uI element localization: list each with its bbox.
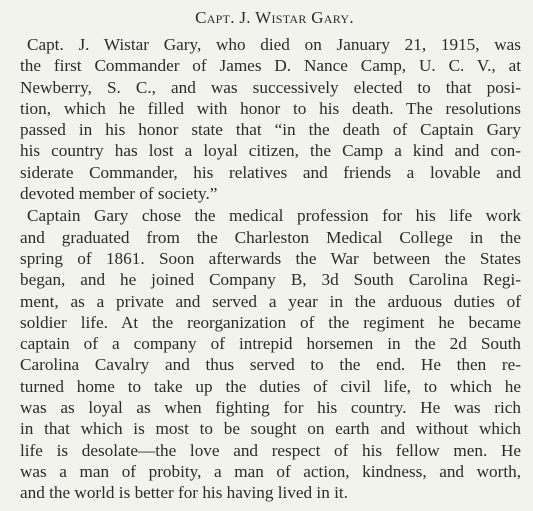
text-line: Captain Gary chose the medical profession for his life work — [27, 206, 521, 226]
article-title: Capt. J. Wistar Gary. — [195, 8, 354, 27]
text-line: Carolina Cavalry and thus served to the end. He then re- — [20, 355, 521, 375]
text-line: his country has lost a loyal citizen, the Camp a kind and con- — [20, 141, 521, 161]
text-line: life is desolate—the love and respect of his fellow men. He — [20, 440, 521, 460]
text-line: was as loyal as when fighting for his country. He was rich — [20, 398, 521, 418]
text-line: Capt. J. Wistar Gary, who died on January 21, 1915, was — [27, 35, 521, 54]
text-line: devoted member of society.” — [20, 184, 218, 204]
text-line: captain of a company of intrepid horsemen in the 2d South — [20, 334, 521, 354]
text-line: the first Commander of James D. Nance Camp, U. C. V., at — [20, 56, 521, 76]
text-line: spring of 1861. Soon afterwards the War between the States — [20, 248, 521, 268]
text-line: Newberry, S. C., and was successively elected to that posi- — [20, 77, 521, 97]
text-line: in that which is most to be sought on earth and without which — [20, 419, 521, 439]
paragraph-1 — [20, 34, 521, 204]
text-line: ment, as a private and served a year in the arduous duties of — [20, 291, 521, 311]
text-line: and the world is better for his having lived in it. — [20, 483, 348, 503]
text-line: and graduated from the Charleston Medical College in the — [20, 227, 521, 247]
text-line: began, and he joined Company B, 3d South Carolina Regi- — [20, 270, 521, 290]
text-line: was a man of probity, a man of action, kindness, and worth, — [20, 461, 521, 481]
text-line: siderate Commander, his relatives and friends a lovable and — [20, 162, 521, 182]
text-line: soldier life. At the reorganization of the regiment he became — [20, 312, 521, 332]
text-line: turned home to take up the duties of civil life, to which he — [20, 376, 521, 396]
text-line: tion, which he filled with honor to his death. The resolutions — [20, 98, 521, 118]
paragraph-2 — [20, 205, 521, 503]
text-line: passed in his honor state that “in the death of Captain Gary — [20, 120, 521, 140]
